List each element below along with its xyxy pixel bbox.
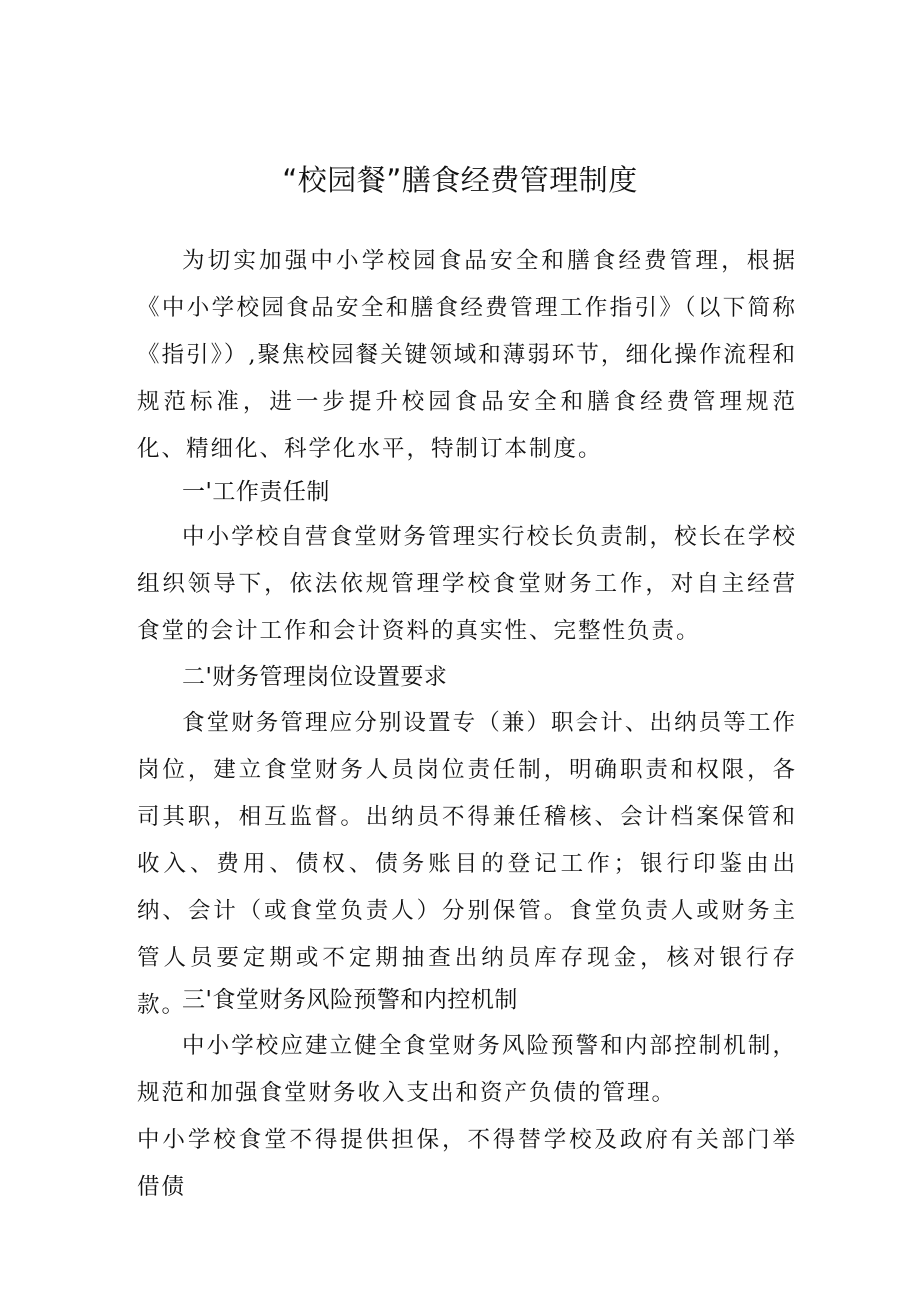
section-heading-2: 二'财务管理岗位设置要求 <box>182 664 448 690</box>
section-2-paragraph: 食堂财务管理应分别设置专（兼）职会计、出纳员等工作岗位，建立食堂财务人员岗位责任制，明确职责和权限，各司其职，相互监督。出纳员不得兼任稽核、会计档案保管和收入、费用、债权、债务账目的登记工作；银行印鉴由出纳、会计（或食堂负责人）分别保管。食堂负责人或财务主管人员要定期或不定期抽查出纳员库存现金，核对银行存款。 <box>137 710 797 1018</box>
section-1-paragraph: 中小学校自营食堂财务管理实行校长负责制，校长在学校组织领导下，依法依规管理学校食堂财务工作，对自主经营食堂的会计工作和会计资料的真实性、完整性负责。 <box>137 524 797 644</box>
section-heading-3: 三'食堂财务风险预警和内控机制 <box>182 987 518 1013</box>
section-heading-1: 一'工作责任制 <box>182 479 330 505</box>
intro-paragraph: 为切实加强中小学校园食品安全和膳食经费管理，根据《中小学校园食品安全和膳食经费管理工作指引》（以下简称《指引》）,聚焦校园餐关键领域和薄弱环节，细化操作流程和规范标准，进一步提升校园食品安全和膳食经费管理规范化、精细化、科学化水平，特制订本制度。 <box>137 248 797 462</box>
section-3-paragraph-1: 中小学校应建立健全食堂财务风险预警和内部控制机制，规范和加强食堂财务收入支出和资产负债的管理。 <box>137 1033 797 1106</box>
document-title: “校园餐”膳食经费管理制度 <box>282 163 638 198</box>
section-3-paragraph-2: 中小学校食堂不得提供担保，不得替学校及政府有关部门举借债 <box>137 1127 797 1200</box>
